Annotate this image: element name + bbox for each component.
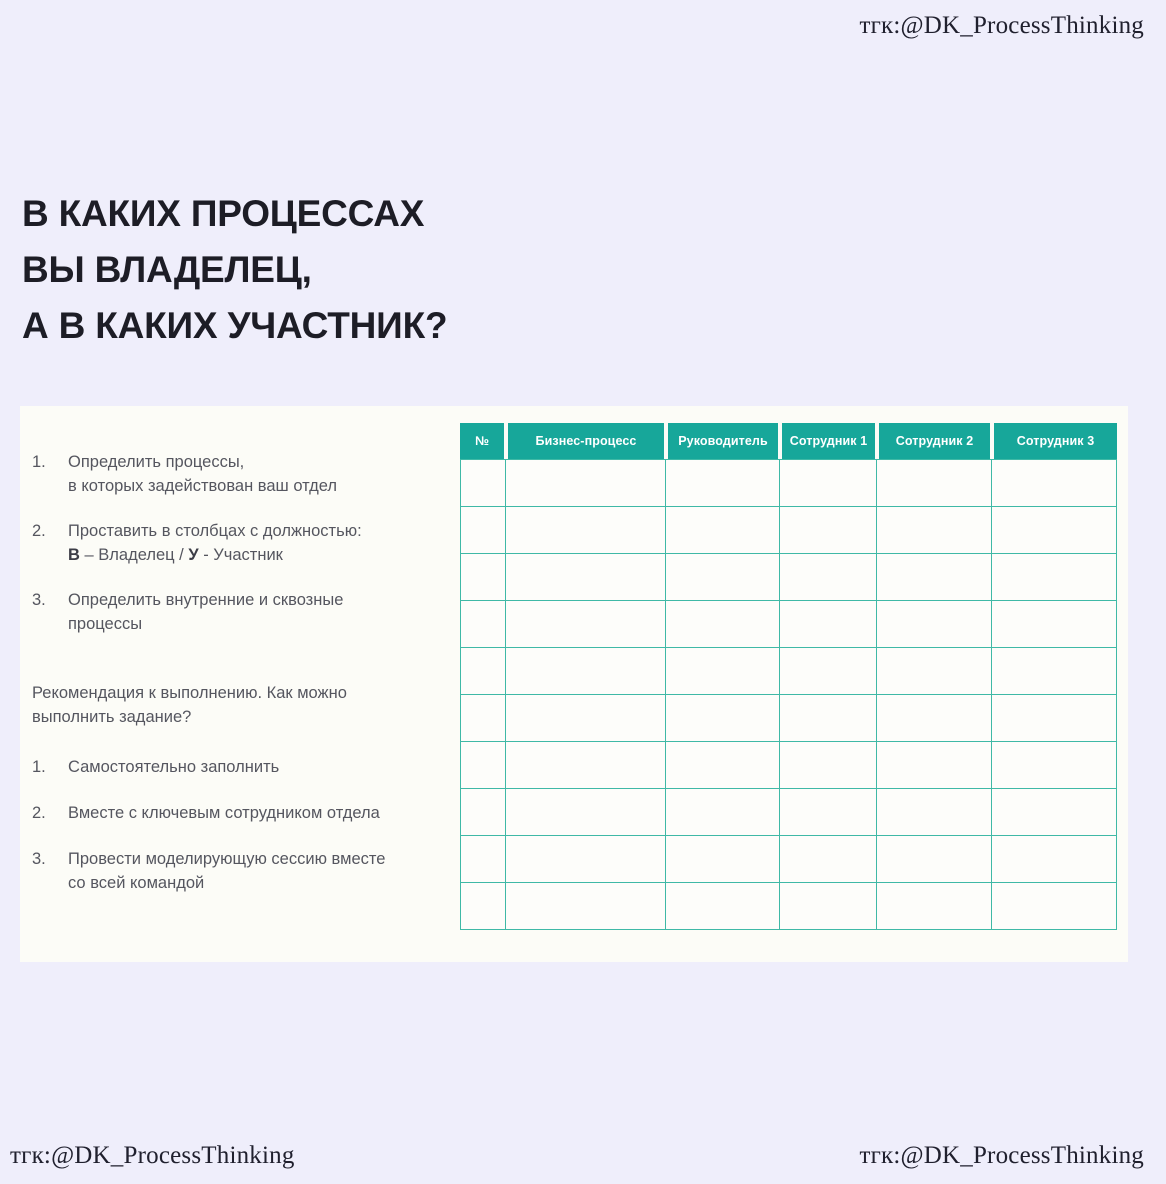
table-cell[interactable]	[666, 507, 780, 554]
instructions-list-block	[32, 450, 462, 657]
list-item-number: 1.	[32, 758, 46, 777]
table-cell[interactable]	[877, 789, 992, 836]
participant-abbreviation: У	[188, 546, 199, 565]
process-table-body	[460, 459, 1117, 930]
table-cell[interactable]	[780, 507, 877, 554]
watermark-bottom-right: тгк:@DK_ProcessThinking	[859, 1142, 1144, 1169]
watermark-bottom-left: тгк:@DK_ProcessThinking	[10, 1142, 295, 1169]
list-item-text	[68, 450, 337, 498]
process-table-header	[460, 423, 1117, 459]
table-cell[interactable]	[992, 742, 1117, 789]
list-item	[32, 801, 462, 825]
list-item-line-1: Определить процессы,	[68, 453, 245, 471]
table-cell[interactable]	[506, 459, 666, 507]
page-title-line-2: ВЫ ВЛАДЕЛЕЦ,	[22, 249, 312, 291]
list-item-line-1: Провести моделирующую сессию вместе	[68, 850, 386, 869]
table-cell[interactable]	[666, 648, 780, 695]
table-cell[interactable]	[666, 601, 780, 648]
table-row	[460, 601, 1117, 648]
table-cell[interactable]	[666, 883, 780, 930]
recommendation-block	[32, 681, 462, 917]
table-cell[interactable]	[666, 459, 780, 507]
table-cell[interactable]	[460, 648, 506, 695]
list-item-text: Вместе с ключевым сотрудником отдела	[68, 804, 380, 823]
list-item-line-1: Проставить в столбцах с должностью:	[68, 522, 362, 541]
table-cell[interactable]	[877, 883, 992, 930]
table-row	[460, 554, 1117, 601]
page-title-line-1: В КАКИХ ПРОЦЕССАХ	[22, 193, 425, 234]
table-row	[460, 695, 1117, 742]
owner-abbreviation: В	[68, 546, 80, 565]
table-cell[interactable]	[877, 695, 992, 742]
list-item	[32, 755, 462, 779]
table-cell[interactable]	[780, 883, 877, 930]
table-cell[interactable]	[666, 789, 780, 836]
column-header-process: Бизнес-процесс	[506, 423, 666, 459]
list-item	[32, 519, 462, 567]
table-cell[interactable]	[506, 695, 666, 742]
list-item-text	[68, 588, 343, 636]
table-cell[interactable]	[992, 883, 1117, 930]
participant-label: - Участник	[198, 546, 283, 565]
table-row	[460, 789, 1117, 836]
table-row	[460, 459, 1117, 507]
table-cell[interactable]	[666, 554, 780, 601]
table-cell[interactable]	[780, 789, 877, 836]
column-header-employee-2: Сотрудник 2	[877, 423, 992, 459]
table-cell[interactable]	[992, 836, 1117, 883]
table-cell[interactable]	[506, 554, 666, 601]
list-item-text	[68, 519, 362, 567]
instructions-panel	[32, 406, 462, 962]
table-cell[interactable]	[666, 836, 780, 883]
table-cell[interactable]	[780, 648, 877, 695]
table-cell[interactable]	[992, 601, 1117, 648]
table-row	[460, 648, 1117, 695]
page-title-line-3: А В КАКИХ УЧАСТНИК?	[22, 305, 448, 347]
watermark-top-right: тгк:@DK_ProcessThinking	[859, 12, 1144, 39]
table-cell[interactable]	[877, 648, 992, 695]
process-table-container	[460, 423, 1117, 930]
table-cell[interactable]	[877, 601, 992, 648]
page-title	[22, 186, 742, 355]
list-item	[32, 450, 462, 498]
table-cell[interactable]	[506, 836, 666, 883]
column-header-number: №	[460, 423, 506, 459]
list-item-line-1: Определить внутренние и сквозные	[68, 591, 344, 610]
table-cell[interactable]	[460, 554, 506, 601]
table-cell[interactable]	[992, 648, 1117, 695]
table-cell[interactable]	[780, 836, 877, 883]
table-row	[460, 836, 1117, 883]
table-cell[interactable]	[460, 601, 506, 648]
list-item-line-2: со всей командой	[68, 874, 205, 893]
table-cell[interactable]	[666, 695, 780, 742]
list-item-number: 1.	[32, 453, 46, 471]
column-header-employee-3: Сотрудник 3	[992, 423, 1117, 459]
list-item-line-2: процессы	[68, 615, 143, 634]
table-cell[interactable]	[506, 601, 666, 648]
owner-label: – Владелец /	[79, 546, 189, 565]
list-item-number: 2.	[32, 804, 46, 823]
table-cell[interactable]	[460, 695, 506, 742]
table-header-row	[460, 423, 1117, 459]
table-cell[interactable]	[460, 836, 506, 883]
list-item-text: Самостоятельно заполнить	[68, 758, 280, 777]
table-cell[interactable]	[506, 648, 666, 695]
list-item	[32, 847, 462, 895]
table-cell[interactable]	[992, 459, 1117, 507]
table-cell[interactable]	[780, 695, 877, 742]
list-item-number: 3.	[32, 591, 46, 610]
table-cell[interactable]	[506, 883, 666, 930]
table-cell[interactable]	[877, 554, 992, 601]
table-cell[interactable]	[780, 554, 877, 601]
table-cell[interactable]	[506, 742, 666, 789]
table-cell[interactable]	[877, 836, 992, 883]
table-row	[460, 742, 1117, 789]
recommendation-heading	[32, 681, 462, 729]
process-table	[460, 423, 1117, 930]
table-row	[460, 507, 1117, 554]
content-card	[20, 406, 1128, 962]
recommendation-heading-line-1: Рекомендация к выполнению. Как можно	[32, 684, 347, 702]
table-cell[interactable]	[992, 789, 1117, 836]
table-cell[interactable]	[780, 742, 877, 789]
table-cell[interactable]	[506, 789, 666, 836]
table-row	[460, 883, 1117, 930]
instructions-list	[32, 450, 462, 636]
table-cell[interactable]	[877, 742, 992, 789]
recommendation-list	[32, 755, 462, 895]
table-cell[interactable]	[780, 459, 877, 507]
list-item-line-2: в которых задействован ваш отдел	[68, 477, 338, 496]
table-cell[interactable]	[992, 554, 1117, 601]
table-cell[interactable]	[506, 507, 666, 554]
table-cell[interactable]	[460, 507, 506, 554]
list-item-text	[68, 847, 385, 895]
list-item-number: 2.	[32, 522, 46, 541]
list-item	[32, 588, 462, 636]
table-cell[interactable]	[992, 507, 1117, 554]
table-cell[interactable]	[460, 789, 506, 836]
table-cell[interactable]	[460, 883, 506, 930]
table-cell[interactable]	[877, 507, 992, 554]
recommendation-heading-line-2: выполнить задание?	[32, 708, 192, 727]
table-cell[interactable]	[992, 695, 1117, 742]
table-cell[interactable]	[780, 601, 877, 648]
column-header-manager: Руководитель	[666, 423, 780, 459]
column-header-employee-1: Сотрудник 1	[780, 423, 877, 459]
table-cell[interactable]	[877, 459, 992, 507]
table-cell[interactable]	[666, 742, 780, 789]
list-item-number: 3.	[32, 850, 46, 869]
table-cell[interactable]	[460, 742, 506, 789]
table-cell[interactable]	[460, 459, 506, 507]
